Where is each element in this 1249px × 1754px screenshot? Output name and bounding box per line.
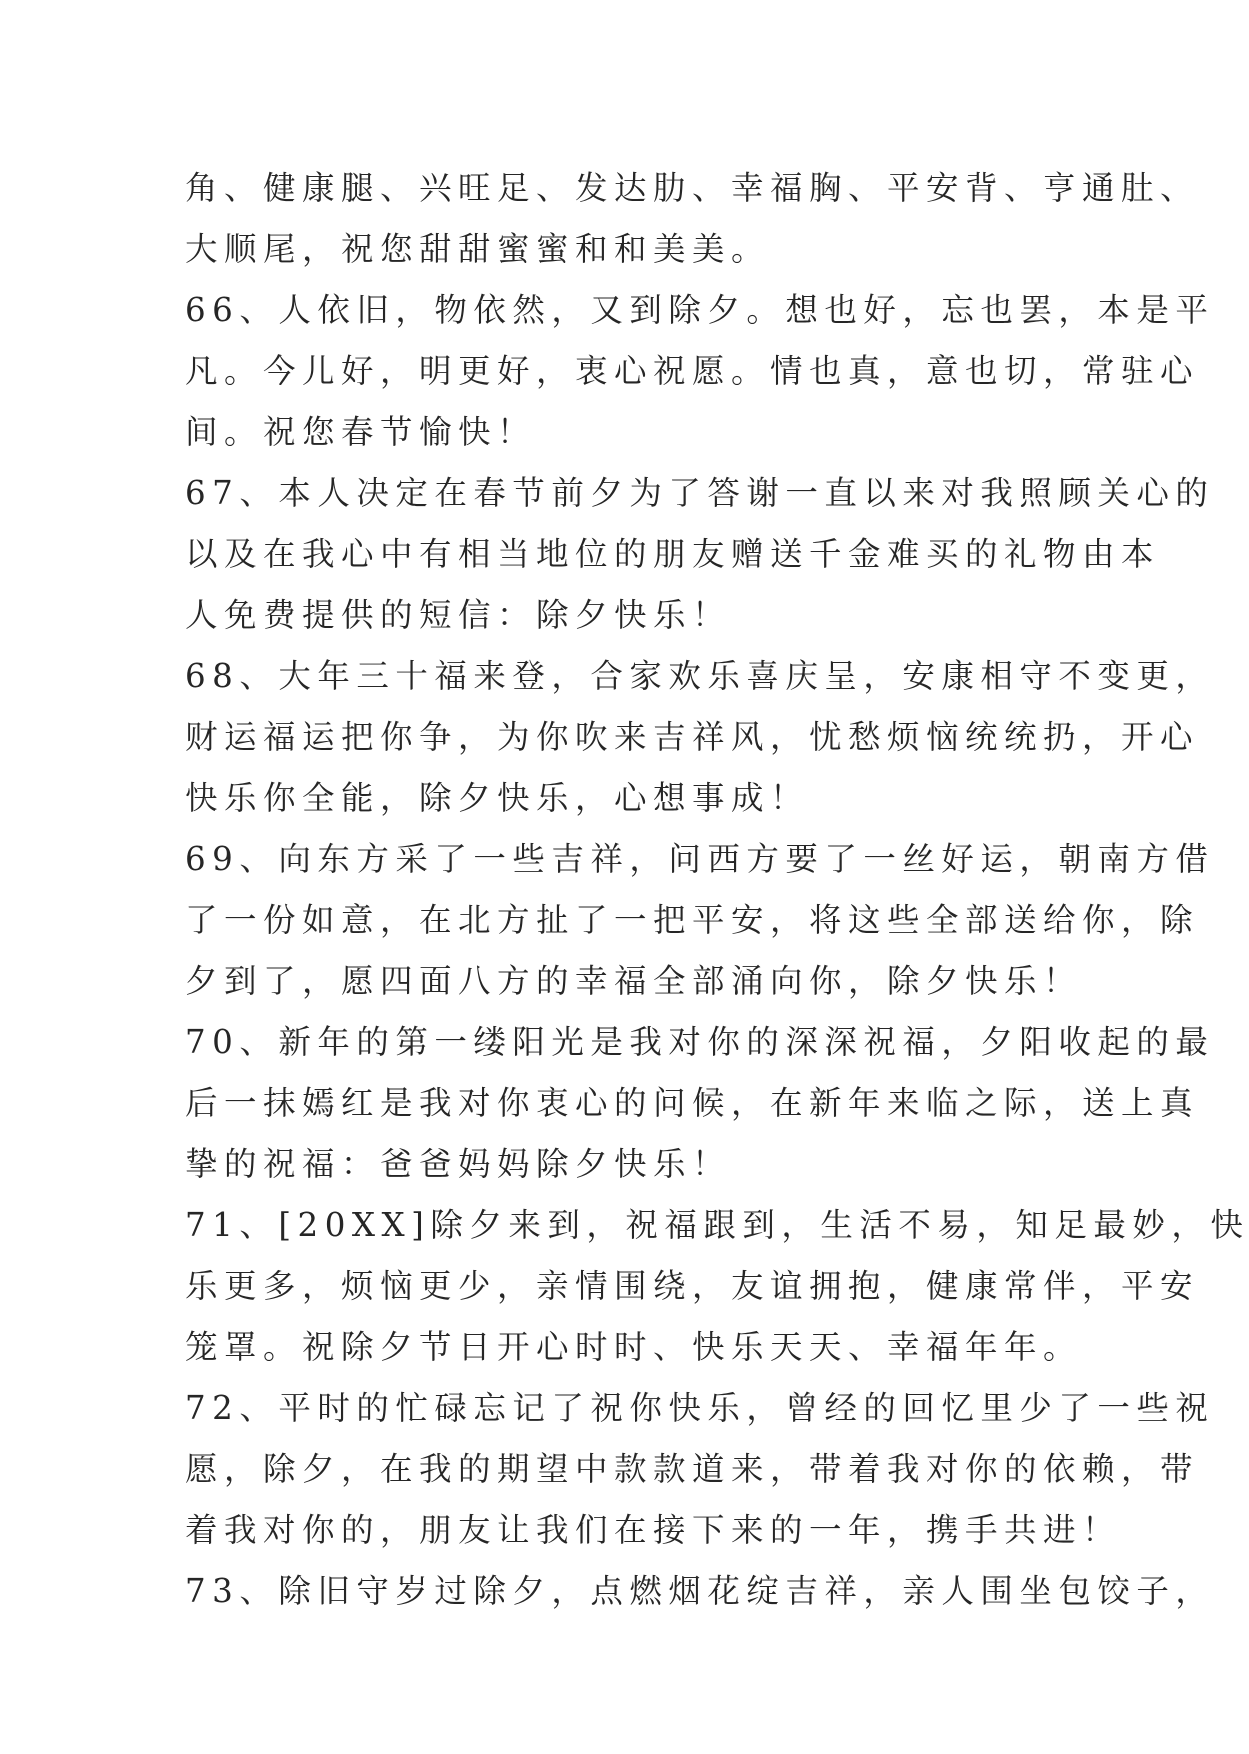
text-line: 乐更多，烦恼更少，亲情围绕，友谊拥抱，健康常伴，平安: [185, 1267, 1200, 1305]
text-line: 70、新年的第一缕阳光是我对你的深深祝福，夕阳收起的最: [185, 1023, 1215, 1061]
text-line: 72、平时的忙碌忘记了祝你快乐，曾经的回忆里少了一些祝: [185, 1389, 1215, 1427]
text-line: 挚的祝福：爸爸妈妈除夕快乐！: [185, 1145, 732, 1183]
body-text: [185, 158, 1249, 1622]
text-line: 68、大年三十福来登，合家欢乐喜庆呈，安康相守不变更，: [185, 657, 1215, 695]
text-line: 角、健康腿、兴旺足、发达肋、幸福胸、平安背、亨通肚、: [185, 169, 1200, 207]
text-line: 71、[20XX]除夕来到，祝福跟到，生活不易，知足最妙，快: [185, 1206, 1249, 1244]
text-line: 大顺尾，祝您甜甜蜜蜜和和美美。: [185, 230, 771, 268]
text-line: 了一份如意，在北方扯了一把平安，将这些全部送给你，除: [185, 901, 1200, 939]
text-line: 66、人依旧，物依然，又到除夕。想也好，忘也罢，本是平: [185, 291, 1215, 329]
text-line: 笼罩。祝除夕节日开心时时、快乐天天、幸福年年。: [185, 1328, 1083, 1366]
text-line: 73、除旧守岁过除夕，点燃烟花绽吉祥，亲人围坐包饺子，: [185, 1572, 1215, 1610]
text-line: 快乐你全能，除夕快乐，心想事成！: [185, 779, 810, 817]
text-line: 以及在我心中有相当地位的朋友赠送千金难买的礼物由本: [185, 535, 1161, 573]
text-line: 财运福运把你争，为你吹来吉祥风，忧愁烦恼统统扔，开心: [185, 718, 1200, 756]
text-line: 愿，除夕，在我的期望中款款道来，带着我对你的依赖，带: [185, 1450, 1200, 1488]
text-line: 67、本人决定在春节前夕为了答谢一直以来对我照顾关心的: [185, 474, 1215, 512]
text-line: 后一抹嫣红是我对你衷心的问候，在新年来临之际，送上真: [185, 1084, 1200, 1122]
text-line: 着我对你的，朋友让我们在接下来的一年，携手共进！: [185, 1511, 1122, 1549]
text-line: 夕到了，愿四面八方的幸福全部涌向你，除夕快乐！: [185, 962, 1083, 1000]
text-line: 凡。今儿好，明更好，衷心祝愿。情也真，意也切，常驻心: [185, 352, 1200, 390]
text-line: 间。祝您春节愉快！: [185, 413, 537, 451]
text-line: 69、向东方采了一些吉祥，问西方要了一丝好运，朝南方借: [185, 840, 1215, 878]
text-line: 人免费提供的短信：除夕快乐！: [185, 596, 732, 634]
